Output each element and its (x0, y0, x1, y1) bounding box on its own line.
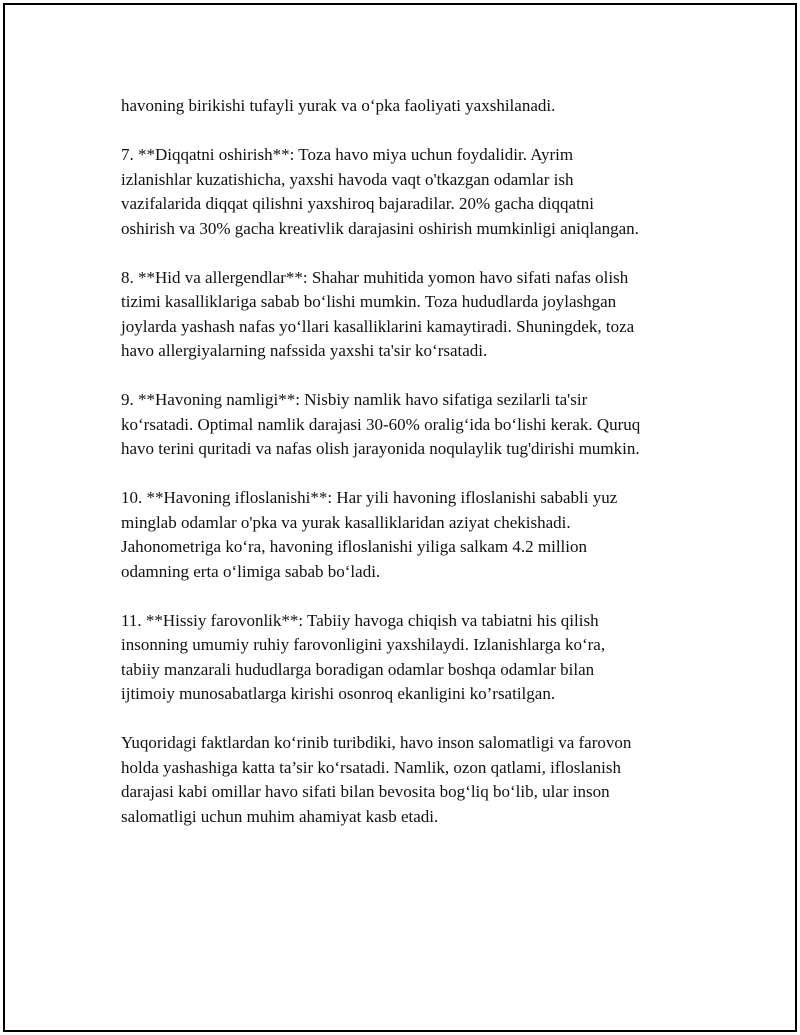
paragraph-item-7 (121, 143, 701, 241)
paragraph-conclusion (121, 731, 701, 829)
text-line: oshirish va 30% gacha kreativlik darajasini oshirish mumkinligi aniqlangan. (121, 218, 639, 238)
text-line: Jahonometriga ko‘ra, havoning ifloslanishi yiliga salkam 4.2 million (121, 537, 588, 556)
text-line: odamning erta o‘limiga sabab bo‘ladi. (121, 561, 381, 581)
text-line: havo allergiyalarning nafssida yaxshi ta'sir ko‘rsatadi. (121, 341, 488, 360)
text-line: Yuqoridagi faktlardan ko‘rinib turibdiki, havo inson salomatligi va farovon (121, 733, 632, 752)
text-line: 8. **Hid va allergendlar**: Shahar muhitida yomon havo sifati nafas olish (121, 267, 629, 287)
text-line: darajasi kabi omillar havo sifati bilan bevosita bog‘liq bo‘lib, ular inson (121, 782, 610, 801)
text-line: 7. **Diqqatni oshirish**: Toza havo miya uchun foydalidir. Ayrim (121, 145, 574, 164)
paragraph-item-10 (121, 486, 701, 584)
text-line: vazifalarida diqqat qilishni yaxshiroq bajaradilar. 20% gacha diqqatni (121, 194, 595, 213)
text-line: ko‘rsatadi. Optimal namlik darajasi 30-60% oralig‘ida bo‘lishi kerak. Quruq (121, 414, 641, 434)
paragraph-item-11 (121, 609, 701, 707)
paragraph-item-8 (121, 266, 701, 364)
text-line: ijtimoiy munosabatlarga kirishi osonroq ekanligini ko’rsatilgan. (121, 684, 556, 703)
text-line: insonning umumiy ruhiy farovonligini yaxshilaydi. Izlanishlarga ko‘ra, (121, 635, 606, 654)
text-line: tabiiy manzarali hududlarga boradigan odamlar boshqa odamlar bilan (121, 659, 595, 679)
text-line: izlanishlar kuzatishicha, yaxshi havoda vaqt o'tkazgan odamlar ish (121, 169, 574, 189)
text-line: salomatligi uchun muhim ahamiyat kasb etadi. (121, 806, 439, 826)
text-line: joylarda yashash nafas yo‘llari kasalliklarini kamaytiradi. Shuningdek, toza (121, 316, 635, 336)
paragraph-intro-tail (121, 94, 701, 119)
text-line: minglab odamlar o'pka va yurak kasalliklaridan aziyat chekishadi. (121, 512, 571, 532)
document-body (121, 94, 701, 854)
text-line: havo terini quritadi va nafas olish jarayonida noqulaylik tug'dirishi mumkin. (121, 439, 640, 458)
text-line: 9. **Havoning namligi**: Nisbiy namlik havo sifatiga sezilarli ta'sir (121, 390, 588, 409)
text-line: holda yashashiga katta ta’sir ko‘rsatadi. Namlik, ozon qatlami, ifloslanish (121, 757, 621, 777)
page-frame (3, 3, 797, 1032)
text-line: tizimi kasalliklariga sabab bo‘lishi mumkin. Toza hududlarda joylashgan (121, 292, 617, 311)
text-line: 11. **Hissiy farovonlik**: Tabiiy havoga chiqish va tabiatni his qilish (121, 610, 599, 630)
text-line: havoning birikishi tufayli yurak va o‘pka faoliyati yaxshilanadi. (121, 96, 556, 115)
paragraph-item-9 (121, 388, 701, 462)
text-line: 10. **Havoning ifloslanishi**: Har yili havoning ifloslanishi sababli yuz (121, 488, 618, 507)
